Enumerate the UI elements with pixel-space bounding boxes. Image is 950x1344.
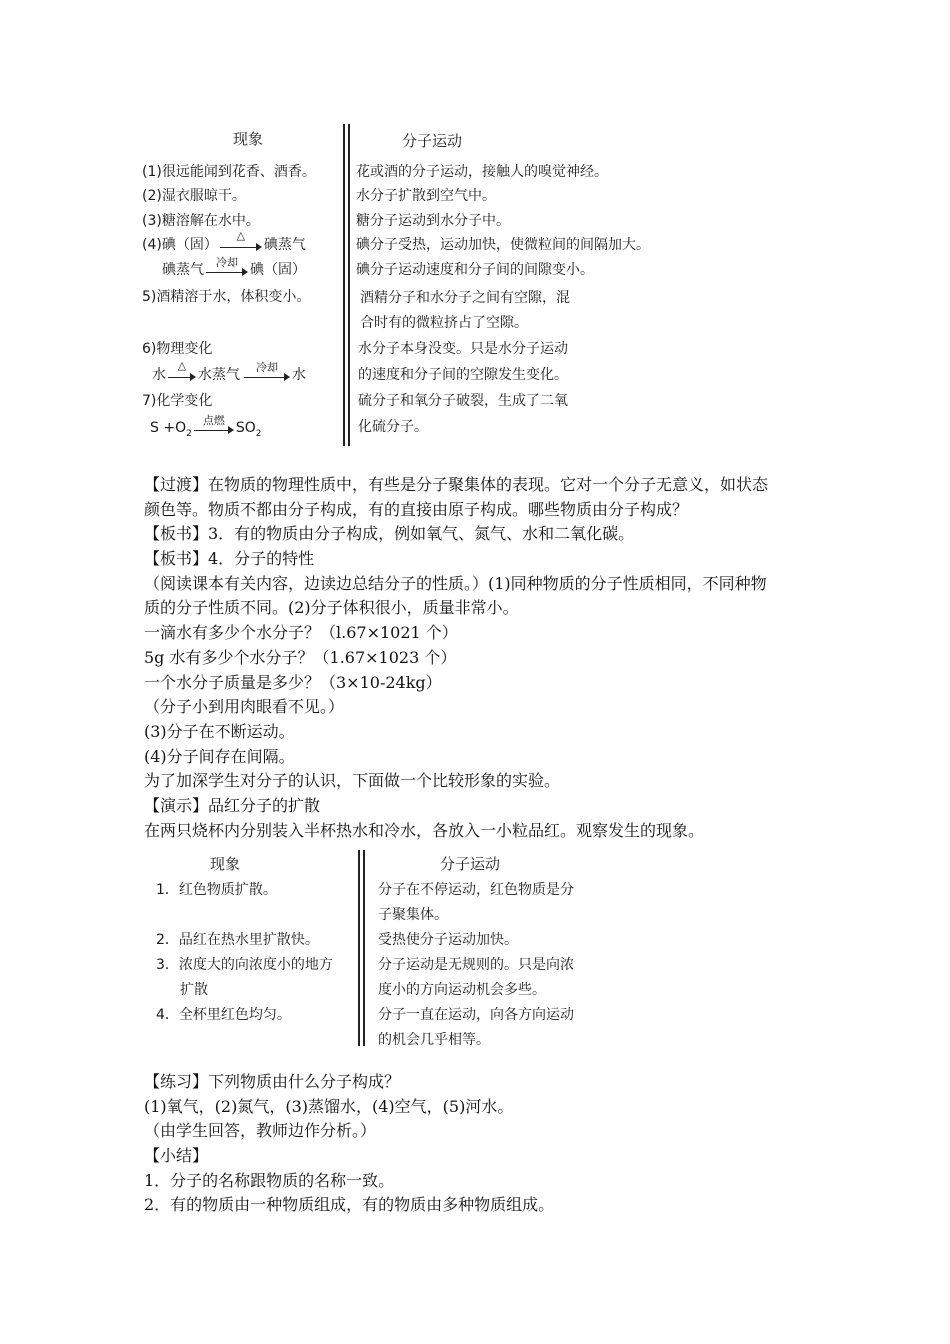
table2-phenomenon-1: 1．红色物质扩散。 — [156, 882, 277, 898]
heat-arrow-2 — [168, 359, 196, 382]
table1-water-equation — [152, 359, 306, 384]
iodine-vapor-label: 碘蒸气 — [263, 237, 306, 253]
table1-explanation-6a: 酒精分子和水分子之间有空隙，混 — [360, 290, 570, 306]
table1-divider-line — [343, 124, 345, 446]
text-line: （阅读课本有关内容，边读边总结分子的性质。）(1)同种物质的分子性质相同，不同种物 — [144, 573, 767, 593]
table1-explanation-8b: 化硫分子。 — [358, 419, 428, 435]
table1-header-motion: 分子运动 — [402, 132, 463, 150]
text-line: (3)分子在不断运动。 — [144, 721, 295, 741]
table1-phenomenon-6: 6)物理变化 — [142, 341, 213, 357]
table2-divider-line-2 — [363, 850, 365, 1046]
table1-explanation-8a: 硫分子和氧分子破裂，生成了二氧 — [358, 393, 568, 409]
text-line: 【练习】下列物质由什么分子构成？ — [144, 1072, 401, 1091]
lesson-text-2 — [144, 1070, 814, 1218]
ignite-arrow — [194, 414, 234, 435]
text-line: 2．有的物质由一种物质组成，有的物质由多种物质组成。 — [144, 1195, 555, 1215]
sulfur-dioxide-subscript: 2 — [255, 429, 262, 439]
text-line: 颜色等。物质不都由分子构成，有的直接由原子构成。哪些物质由分子构成？ — [144, 499, 689, 519]
table2-explanation-2: 受热使分子运动加快。 — [378, 932, 518, 948]
cool-condition-2: 冷却 — [256, 361, 278, 374]
table1-explanation-4: 碘分子受热，运动加快，使微粒间的间隔加大。 — [356, 237, 650, 253]
phenomena-table-1 — [140, 120, 700, 450]
text-line: 【板书】4．分子的特性 — [144, 549, 315, 569]
oxygen-subscript: 2 — [186, 429, 192, 439]
table2-explanation-3a: 分子运动是无规则的。只是向浓 — [378, 957, 574, 973]
sulfur-oxygen-label: S +O — [150, 420, 187, 436]
text-line: 5g 水有多少个水分子？（1.67×1023 个） — [144, 647, 457, 667]
iodine-vapor-label-2: 碘蒸气 — [162, 262, 204, 278]
table1-explanation-6b: 合时有的微粒挤占了空隙。 — [360, 315, 528, 331]
table2-divider-line — [358, 850, 360, 1046]
text-line: 一滴水有多少个水分子？（l.67×1021 个） — [144, 623, 458, 643]
table1-phenomenon-7: 7)化学变化 — [142, 393, 213, 409]
sulfur-dioxide-label: SO — [235, 420, 256, 436]
heat-condition-2: △ — [177, 359, 187, 372]
text-line: （分子小到用肉眼看不见。） — [144, 697, 345, 717]
iodine-solid-label: (4)碘（固） — [142, 237, 218, 253]
text-line: 在两只烧杯内分别装入半杯热水和冷水，各放入一小粒品红。观察发生的现象。 — [144, 820, 705, 840]
text-line: （由学生回答，教师边作分析。） — [144, 1121, 377, 1141]
table2-phenomenon-2: 2．品红在热水里扩散快。 — [156, 932, 319, 948]
text-line: 【过渡】在物质的物理性质中，有些是分子聚集体的表现。它对一个分子无意义，如状态 — [144, 475, 769, 494]
table2-explanation-3b: 度小的方向运动机会多些。 — [378, 982, 546, 998]
table1-phenomenon-2: (2)湿衣服晾干。 — [142, 188, 246, 204]
lesson-text-1 — [144, 473, 814, 843]
table1-explanation-3: 糖分子运动到水分子中。 — [356, 213, 510, 229]
water-label: 水 — [152, 367, 166, 383]
text-line: 一个水分子质量是多少？（3×10-24kg） — [144, 672, 442, 692]
table1-explanation-7a: 水分子本身没变。只是水分子运动 — [358, 341, 568, 357]
table1-divider-line-2 — [348, 124, 350, 446]
table1-phenomenon-4a — [142, 229, 306, 254]
table2-explanation-1b: 子聚集体。 — [378, 907, 448, 923]
heat-arrow — [220, 229, 262, 252]
text-line: 质的分子性质不同。(2)分子体积很小，质量非常小。 — [144, 598, 519, 618]
table2-explanation-4b: 的机会几乎相等。 — [378, 1032, 490, 1048]
cool-arrow-2 — [244, 361, 290, 382]
table1-phenomenon-5: 5)酒精溶于水，体积变小。 — [142, 289, 311, 305]
ignite-condition: 点燃 — [202, 414, 225, 427]
steam-label: 水蒸气 — [198, 367, 240, 383]
cool-arrow — [206, 256, 248, 277]
table2-explanation-4a: 分子一直在运动，向各方向运动 — [378, 1007, 574, 1023]
text-line: 【小结】 — [144, 1146, 209, 1166]
text-line: (1)氧气，(2)氮气，(3)蒸馏水，(4)空气，(5)河水。 — [144, 1096, 514, 1116]
text-line: (4)分子间存在间隔。 — [144, 746, 295, 766]
text-line: 【演示】品红分子的扩散 — [144, 795, 321, 815]
table1-explanation-2: 水分子扩散到空气中。 — [356, 188, 496, 204]
phenomena-table-2 — [140, 848, 640, 1048]
table2-header-motion: 分子运动 — [440, 855, 501, 873]
iodine-solid-label-2: 碘（固） — [250, 262, 306, 278]
table2-phenomenon-3b: 扩散 — [180, 982, 208, 998]
table1-explanation-5: 碘分子运动速度和分子间的间隙变小。 — [356, 262, 594, 278]
table1-phenomenon-1: (1)很远能闻到花香、酒香。 — [142, 164, 316, 180]
water-label-2: 水 — [292, 367, 306, 383]
table1-sulfur-equation — [150, 414, 262, 439]
table2-header-phenomena: 现象 — [210, 855, 241, 873]
table1-phenomenon-3: (3)糖溶解在水中。 — [142, 213, 260, 229]
table1-explanation-7b: 的速度和分子间的空隙发生变化。 — [358, 367, 568, 383]
heat-condition: △ — [236, 229, 246, 242]
text-line: 【板书】3．有的物质由分子构成，例如氧气、氮气、水和二氧化碳。 — [144, 524, 635, 544]
table2-phenomenon-3a: 3．浓度大的向浓度小的地方 — [156, 957, 333, 973]
table1-explanation-1: 花或酒的分子运动，接触人的嗅觉神经。 — [356, 164, 608, 180]
table1-phenomenon-4b — [162, 256, 306, 279]
table2-phenomenon-4: 4．全杯里红色均匀。 — [156, 1007, 291, 1023]
text-line: 为了加深学生对分子的认识，下面做一个比较形象的实验。 — [144, 771, 561, 791]
cool-condition: 冷却 — [216, 256, 238, 269]
table1-header-phenomena: 现象 — [233, 130, 264, 148]
text-line: 1．分子的名称跟物质的名称一致。 — [144, 1170, 395, 1190]
table2-explanation-1a: 分子在不停运动，红色物质是分 — [378, 882, 574, 898]
